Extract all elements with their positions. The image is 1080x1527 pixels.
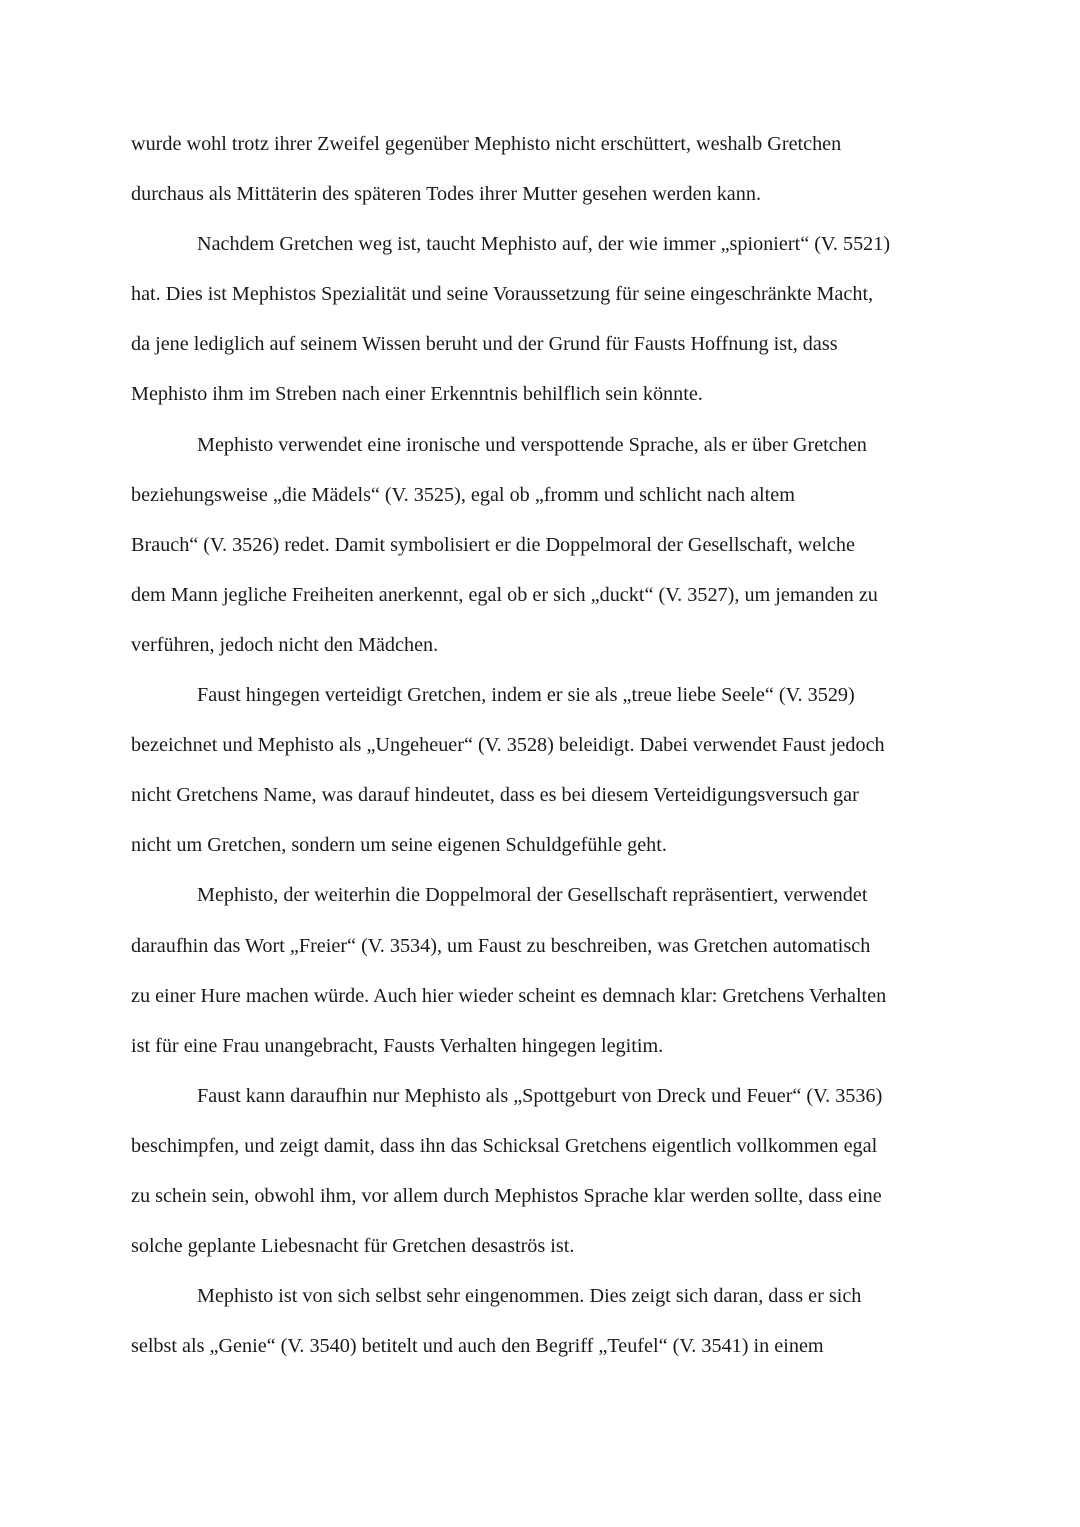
paragraph-start-line: Nachdem Gretchen weg ist, taucht Mephisto auf, der wie immer „spioniert“ (V. 5521) bbox=[197, 233, 891, 256]
text-line: bezeichnet und Mephisto als „Ungeheuer“ (V. 3528) beleidigt. Dabei verwendet Faust jedoch bbox=[131, 734, 885, 757]
text-line: nicht Gretchens Name, was darauf hindeutet, dass es bei diesem Verteidigungsversuch gar bbox=[131, 784, 859, 807]
text-line: ist für eine Frau unangebracht, Fausts Verhalten hingegen legitim. bbox=[131, 1034, 664, 1057]
text-line: beschimpfen, und zeigt damit, dass ihn das Schicksal Gretchens eigentlich vollkommen egal bbox=[131, 1134, 878, 1157]
text-line: solche geplante Liebesnacht für Gretchen desaströs ist. bbox=[131, 1235, 575, 1258]
text-line: dem Mann jegliche Freiheiten anerkennt, egal ob er sich „duckt“ (V. 3527), um jemanden zu bbox=[131, 583, 878, 606]
text-line: Mephisto ihm im Streben nach einer Erkenntnis behilflich sein könnte. bbox=[131, 383, 703, 406]
text-line: selbst als „Genie“ (V. 3540) betitelt und auch den Begriff „Teufel“ (V. 3541) in einem bbox=[131, 1335, 824, 1358]
text-line: Brauch“ (V. 3526) redet. Damit symbolisiert er die Doppelmoral der Gesellschaft, welche bbox=[131, 533, 855, 556]
text-line: durchaus als Mittäterin des späteren Todes ihrer Mutter gesehen werden kann. bbox=[131, 183, 761, 206]
text-line: wurde wohl trotz ihrer Zweifel gegenüber Mephisto nicht erschüttert, weshalb Gretchen bbox=[131, 133, 842, 155]
paragraph-start-line: Mephisto verwendet eine ironische und verspottende Sprache, als er über Gretchen bbox=[197, 433, 867, 456]
paragraph-start-line: Mephisto, der weiterhin die Doppelmoral der Gesellschaft repräsentiert, verwendet bbox=[197, 884, 868, 907]
text-line: zu einer Hure machen würde. Auch hier wieder scheint es demnach klar: Gretchens Verhalten bbox=[131, 984, 887, 1007]
paragraph-start-line: Mephisto ist von sich selbst sehr eingenommen. Dies zeigt sich daran, dass er sich bbox=[197, 1285, 862, 1308]
text-line: nicht um Gretchen, sondern um seine eigenen Schuldgefühle geht. bbox=[131, 834, 667, 857]
text-line: daraufhin das Wort „Freier“ (V. 3534), um Faust zu beschreiben, was Gretchen automatisch bbox=[131, 934, 871, 957]
document-body bbox=[131, 119, 951, 1371]
paragraph-start-line: Faust kann daraufhin nur Mephisto als „Spottgeburt von Dreck und Feuer“ (V. 3536) bbox=[197, 1084, 883, 1107]
text-line: verführen, jedoch nicht den Mädchen. bbox=[131, 633, 439, 656]
text-line: da jene lediglich auf seinem Wissen beruht und der Grund für Fausts Hoffnung ist, dass bbox=[131, 333, 838, 356]
text-line: hat. Dies ist Mephistos Spezialität und seine Voraussetzung für seine eingeschränkte Macht, bbox=[131, 283, 874, 306]
paragraph-start-line: Faust hingegen verteidigt Gretchen, indem er sie als „treue liebe Seele“ (V. 3529) bbox=[197, 684, 855, 707]
text-line: zu schein sein, obwohl ihm, vor allem durch Mephistos Sprache klar werden sollte, dass eine bbox=[131, 1184, 882, 1207]
text-line: beziehungsweise „die Mädels“ (V. 3525), egal ob „fromm und schlicht nach altem bbox=[131, 483, 795, 506]
